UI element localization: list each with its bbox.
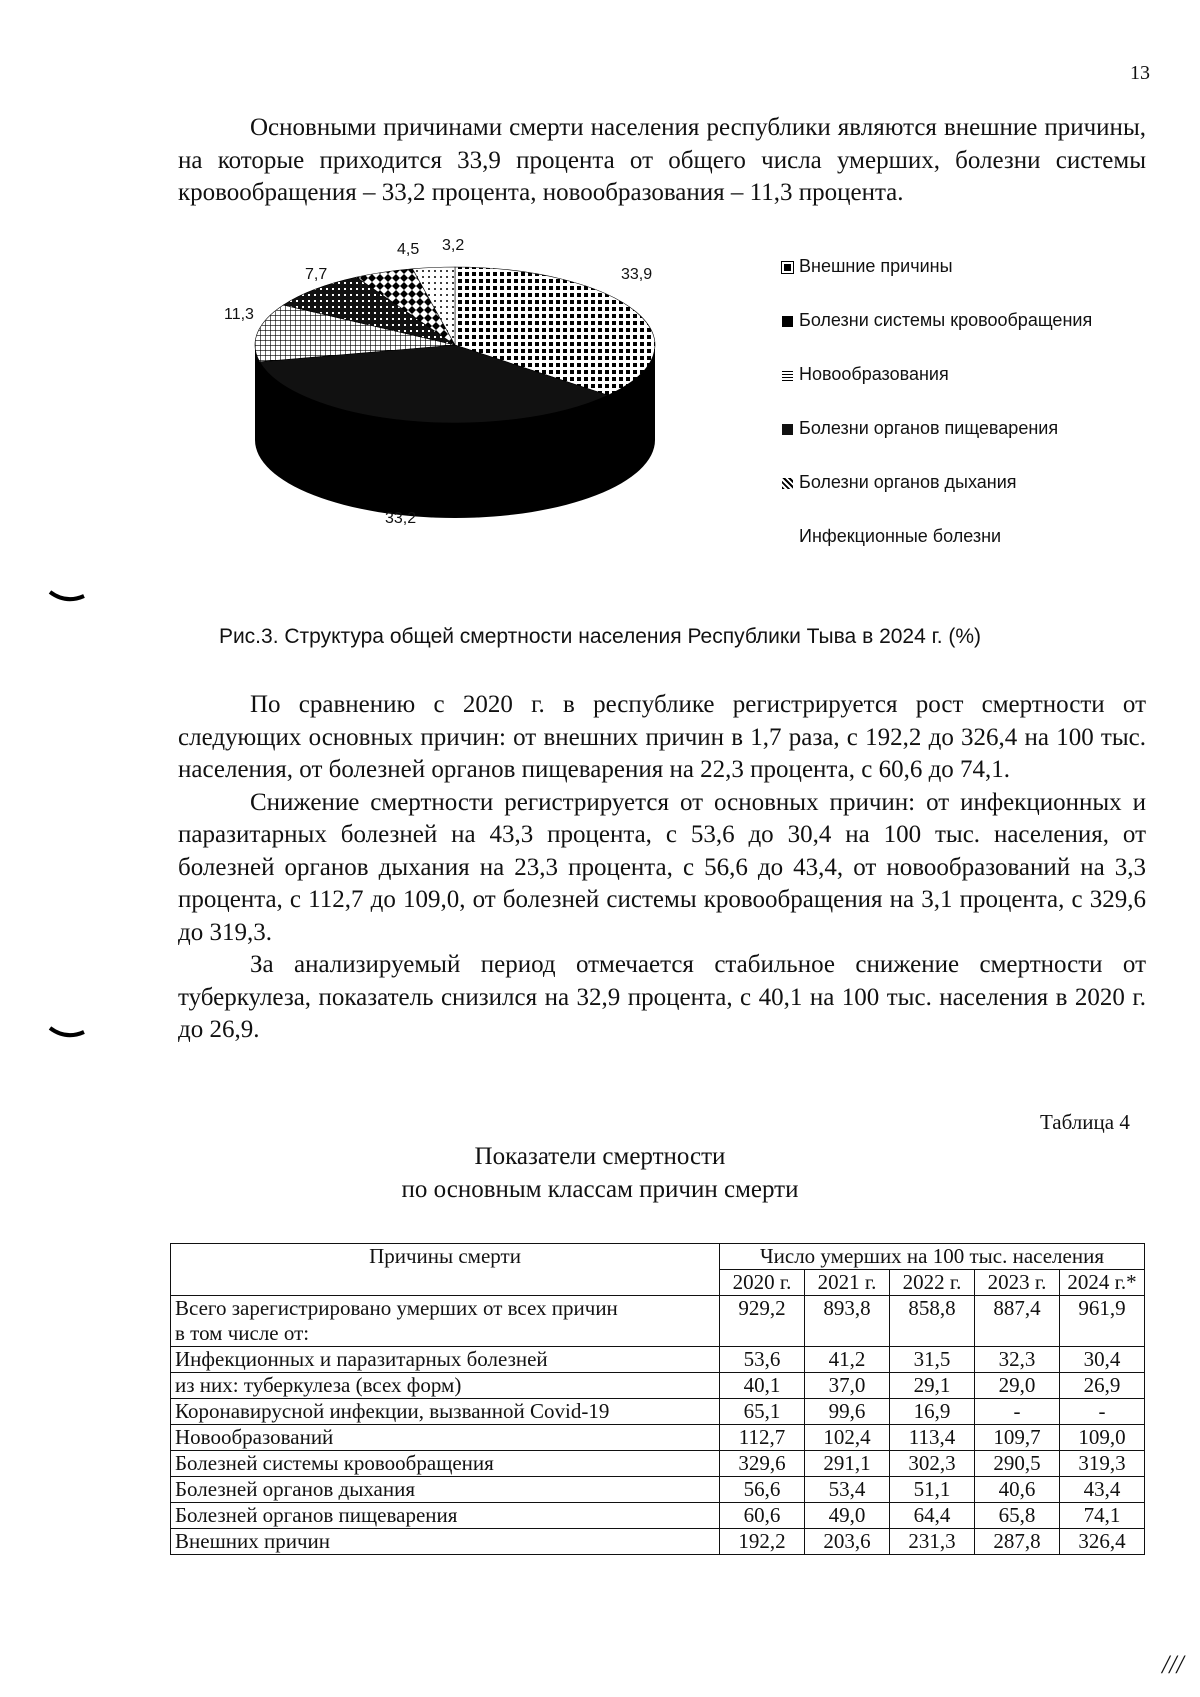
legend-label: Болезни системы кровообращения — [799, 310, 1093, 330]
cell: 887,4 — [975, 1296, 1060, 1347]
legend-swatch — [782, 532, 793, 543]
cell: 326,4 — [1060, 1529, 1145, 1555]
table-row — [171, 1399, 1145, 1425]
legend-item-respiratory — [782, 472, 1017, 493]
cell: 290,5 — [975, 1451, 1060, 1477]
paragraph-1 — [178, 112, 1146, 210]
cell: - — [975, 1399, 1060, 1425]
row-label: Инфекционных и паразитарных болезней — [171, 1347, 720, 1373]
pie-label-external: 33,9 — [621, 266, 653, 283]
pie-label-infectious: 3,2 — [442, 237, 465, 254]
cell: 31,5 — [890, 1347, 975, 1373]
cell: 53,6 — [720, 1347, 805, 1373]
table-title-line-1: Показатели смертности — [474, 1143, 726, 1170]
cell: 112,7 — [720, 1425, 805, 1451]
body-text — [178, 689, 1146, 1047]
cell: 74,1 — [1060, 1503, 1145, 1529]
cell: 113,4 — [890, 1425, 975, 1451]
row-label: Коронавирусной инфекции, вызванной Covid-19 — [171, 1399, 720, 1425]
cell: 291,1 — [805, 1451, 890, 1477]
cell: - — [1060, 1399, 1145, 1425]
legend-swatch — [782, 424, 793, 435]
row-label: Болезней органов дыхания — [171, 1477, 720, 1503]
cell: 65,8 — [975, 1503, 1060, 1529]
pie-label-circulatory: 33,2 — [385, 510, 417, 527]
legend-label: Болезни органов дыхания — [799, 472, 1017, 492]
row-label: из них: туберкулеза (всех форм) — [171, 1373, 720, 1399]
legend-item-neoplasms — [782, 364, 949, 385]
table-row — [171, 1503, 1145, 1529]
cell: 329,6 — [720, 1451, 805, 1477]
table-row — [171, 1529, 1145, 1555]
year-header: 2022 г. — [890, 1270, 975, 1296]
legend-item-digestive — [782, 418, 1058, 439]
table-row-total — [171, 1296, 1145, 1347]
row-label: Болезней органов пищеварения — [171, 1503, 720, 1529]
cell: 41,2 — [805, 1347, 890, 1373]
row-label — [171, 1296, 720, 1347]
total-sublabel: в том числе от: — [175, 1321, 310, 1345]
binding-mark — [48, 1024, 88, 1044]
legend-item-circulatory — [782, 310, 1092, 331]
legend-swatch — [782, 316, 793, 327]
legend-swatch — [782, 478, 793, 489]
table-number: Таблица 4 — [1040, 1110, 1130, 1134]
cell: 287,8 — [975, 1529, 1060, 1555]
handwritten-mark: /// — [1162, 1650, 1184, 1679]
paragraph-1-text: Основными причинами смерти населения республики являются внешние причины, на которые приходится 33,9 процента от общего числа умерших, болезни системы кровообращения – 33,2 процента, новообразования – 11,3 процента. — [178, 114, 1146, 206]
legend-label: Инфекционные болезни — [799, 526, 1002, 546]
year-header: 2023 г. — [975, 1270, 1060, 1296]
cell: 60,6 — [720, 1503, 805, 1529]
cell: 192,2 — [720, 1529, 805, 1555]
table-title-line-2: по основным классам причин смерти — [401, 1176, 799, 1203]
mortality-table — [170, 1243, 1145, 1555]
cell: 26,9 — [1060, 1373, 1145, 1399]
cell: 43,4 — [1060, 1477, 1145, 1503]
table-row — [171, 1451, 1145, 1477]
column-header-group: Число умерших на 100 тыс. населения — [720, 1244, 1145, 1270]
pie-chart — [240, 250, 760, 580]
pie-label-respiratory: 4,5 — [397, 241, 420, 258]
cell: 203,6 — [805, 1529, 890, 1555]
table-row — [171, 1373, 1145, 1399]
cell: 102,4 — [805, 1425, 890, 1451]
page-number: 13 — [1130, 62, 1150, 84]
cell: 65,1 — [720, 1399, 805, 1425]
pie-label-digestive: 7,7 — [305, 266, 328, 283]
cell: 37,0 — [805, 1373, 890, 1399]
cell: 40,1 — [720, 1373, 805, 1399]
table-row — [171, 1425, 1145, 1451]
paragraph-2: По сравнению с 2020 г. в республике регистрируется рост смертности от следующих основных причин: от внешних причин в 1,7 раза, с 192,2 до 326,4 на 100 тыс. населения, от болезней органов пищеварения на 22,3 процента, с 60,6 до 74,1. — [178, 691, 1146, 783]
cell: 109,7 — [975, 1425, 1060, 1451]
legend-swatch — [782, 262, 793, 273]
pie-label-neoplasms: 11,3 — [224, 306, 254, 323]
cell: 319,3 — [1060, 1451, 1145, 1477]
paragraph-4: За анализируемый период отмечается стабильное снижение смертности от туберкулеза, показатель снизился на 32,9 процента, с 40,1 на 100 тыс. населения в 2020 г. до 26,9. — [178, 951, 1146, 1043]
cell: 858,8 — [890, 1296, 975, 1347]
legend-label: Болезни органов пищеварения — [799, 418, 1059, 438]
cell: 231,3 — [890, 1529, 975, 1555]
figure-caption: Рис.3. Структура общей смертности населения Республики Тыва в 2024 г. (%) — [218, 625, 982, 648]
cell: 53,4 — [805, 1477, 890, 1503]
cell: 29,0 — [975, 1373, 1060, 1399]
cell: 51,1 — [890, 1477, 975, 1503]
cell: 99,6 — [805, 1399, 890, 1425]
year-header: 2024 г.* — [1060, 1270, 1145, 1296]
table-row — [171, 1477, 1145, 1503]
row-label: Болезней системы кровообращения — [171, 1451, 720, 1477]
cell: 109,0 — [1060, 1425, 1145, 1451]
legend-item-external — [782, 256, 953, 277]
row-label: Внешних причин — [171, 1529, 720, 1555]
year-header: 2021 г. — [805, 1270, 890, 1296]
table-header-row — [171, 1244, 1145, 1270]
cell: 961,9 — [1060, 1296, 1145, 1347]
legend-label: Внешние причины — [799, 256, 953, 276]
row-label: Новообразований — [171, 1425, 720, 1451]
cell: 64,4 — [890, 1503, 975, 1529]
cell: 302,3 — [890, 1451, 975, 1477]
cell: 29,1 — [890, 1373, 975, 1399]
paragraph-3: Снижение смертности регистрируется от основных причин: от инфекционных и паразитарных болезней на 43,3 процента, с 53,6 до 30,4 на 100 тыс. населения, от болезней органов дыхания на 23,3 процента, с 56,6 до 43,4, от новообразований на 3,3 процента, с 112,7 до 109,0, от болезней системы кровообращения на 3,1 процента, с 329,6 до 319,3. — [178, 788, 1146, 946]
year-header: 2020 г. — [720, 1270, 805, 1296]
legend-item-infectious — [782, 526, 1001, 547]
cell: 30,4 — [1060, 1347, 1145, 1373]
cell: 32,3 — [975, 1347, 1060, 1373]
column-header-cause: Причины смерти — [171, 1244, 720, 1296]
total-label: Всего зарегистрировано умерших от всех причин — [175, 1296, 618, 1320]
cell: 40,6 — [975, 1477, 1060, 1503]
legend-label: Новообразования — [799, 364, 949, 384]
cell: 49,0 — [805, 1503, 890, 1529]
legend-swatch — [782, 370, 793, 381]
cell: 929,2 — [720, 1296, 805, 1347]
cell: 16,9 — [890, 1399, 975, 1425]
cell: 56,6 — [720, 1477, 805, 1503]
cell: 893,8 — [805, 1296, 890, 1347]
table-title — [0, 1140, 1200, 1206]
binding-mark — [48, 588, 88, 608]
table-row — [171, 1347, 1145, 1373]
